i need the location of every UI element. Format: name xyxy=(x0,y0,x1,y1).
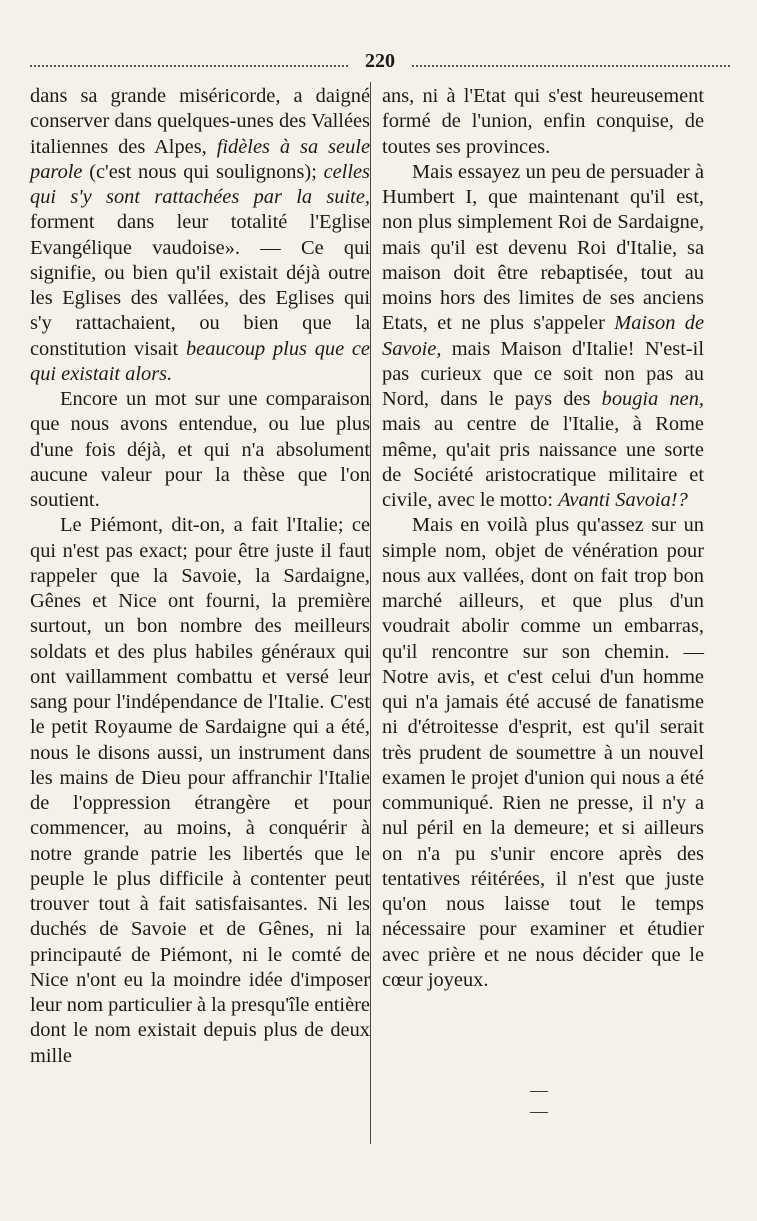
left-paragraph-1 xyxy=(30,84,370,387)
italic-run: bougia nen, xyxy=(601,388,704,410)
right-paragraph-3: Mais en voilà plus qu'assez sur un simple nom, objet de vénération pour nous aux vallées, dont on fait trop bon marché ailleurs, et que plus d'un voudrait abolir comme un embarras, qu'il rencontre sur son chemin. — Notre avis, et c'est celui d'un homme qui n'a jamais été accusé de fanatisme ni d'étroitesse d'esprit, est qu'il serait très prudent de soumettre à un nouvel examen le projet d'union qui nous a été communiqué. Rien ne presse, il n'y a nul péril en la demeure; et si ailleurs on n'a pu s'unir encore après des tentatives réitérées, il n'est que juste qu'on nous laisse tout le temps nécessaire pour examiner et étudier avec prière et ne nous décider que le cœur joyeux. xyxy=(382,514,704,991)
right-paragraph-2 xyxy=(382,160,704,514)
text-run: (c'est nous qui soulignons); xyxy=(82,160,324,183)
left-paragraph-2: Encore un mot sur une comparaison que nous avons entendue, ou lue plus d'une fois déjà, et qui n'a absolument aucune valeur pour la thèse que l'on soutient. xyxy=(30,388,370,511)
italic-run: Avanti Savoia!? xyxy=(558,489,688,511)
italic-run: fidèles à sa seule parole xyxy=(30,135,370,183)
page-header xyxy=(30,50,730,74)
text-run: mais au centre de l'Italie, à Rome même, qu'ait pris naissance une sorte de Société aristocratique militaire et civile, avec le motto: xyxy=(382,413,704,511)
header-rule-left xyxy=(30,65,348,67)
italic-run: celles qui s'y sont rattachées par la suite, xyxy=(30,160,370,208)
left-column xyxy=(30,84,370,1069)
text-run: mais Maison d'Italie! N'est-il pas curieux que ce soit non pas au Nord, dans le pays des xyxy=(382,337,704,410)
right-column xyxy=(382,84,704,993)
left-paragraph-3: Le Piémont, dit-on, a fait l'Italie; ce qui n'est pas exact; pour être juste il faut rappeler que la Savoie, la Sardaigne, Gênes et Nice ont fourni, la première surtout, un bon nombre des meilleurs soldats et des plus habiles généraux qui ont vaillamment combattu et versé leur sang pour l'indépendance de l'Italie. C'est le petit Royaume de Sardaigne qui a été, nous le disons aussi, un instrument dans les mains de Dieu pour affranchir l'Italie de l'oppression étrangère et pour commencer, au moins, à conquérir à notre grande patrie les libertés que le peuple le plus difficile à contenter peut trouver tout à fait satisfaisantes. Ni les duchés de Savoie et de Gênes, ni la principauté de Piémont, ni le comté de Nice n'ont eu la moindre idée d'imposer leur nom particulier à la presqu'île entière dont le nom existait depuis plus de deux mille xyxy=(30,514,370,1067)
column-divider xyxy=(370,82,371,1144)
italic-run: beaucoup plus que ce qui existait alors. xyxy=(30,337,370,385)
text-run: forment dans leur totalité l'Eglise Evangélique vaudoise». — Ce qui signifie, ou bien qu'il existait déjà outre les Eglises des vallées, des Eglises qui s'y rattachaient, ou bien que la constitution visait xyxy=(30,211,370,360)
text-run: Mais essayez un peu de persuader à Humbert I, que maintenant qu'il est, non plus simplement Roi de Sardaigne, mais qu'il est devenu Roi d'Italie, sa maison doit être rebaptisée, tout au moins hors des limites de ses anciens Etats, et ne plus s'appeler xyxy=(382,160,704,335)
right-paragraph-1: ans, ni à l'Etat qui s'est heureusement formé de l'union, enfin conquise, de toutes ses provinces. xyxy=(382,85,704,158)
header-rule-right xyxy=(412,65,730,67)
page-number: 220 xyxy=(365,50,395,72)
end-mark: — — xyxy=(530,1080,550,1121)
text-run: dans sa grande miséricorde, a daigné conserver dans quelques-unes des Vallées italiennes des Alpes, xyxy=(30,85,370,158)
italic-run: Maison de Savoie, xyxy=(382,312,704,360)
